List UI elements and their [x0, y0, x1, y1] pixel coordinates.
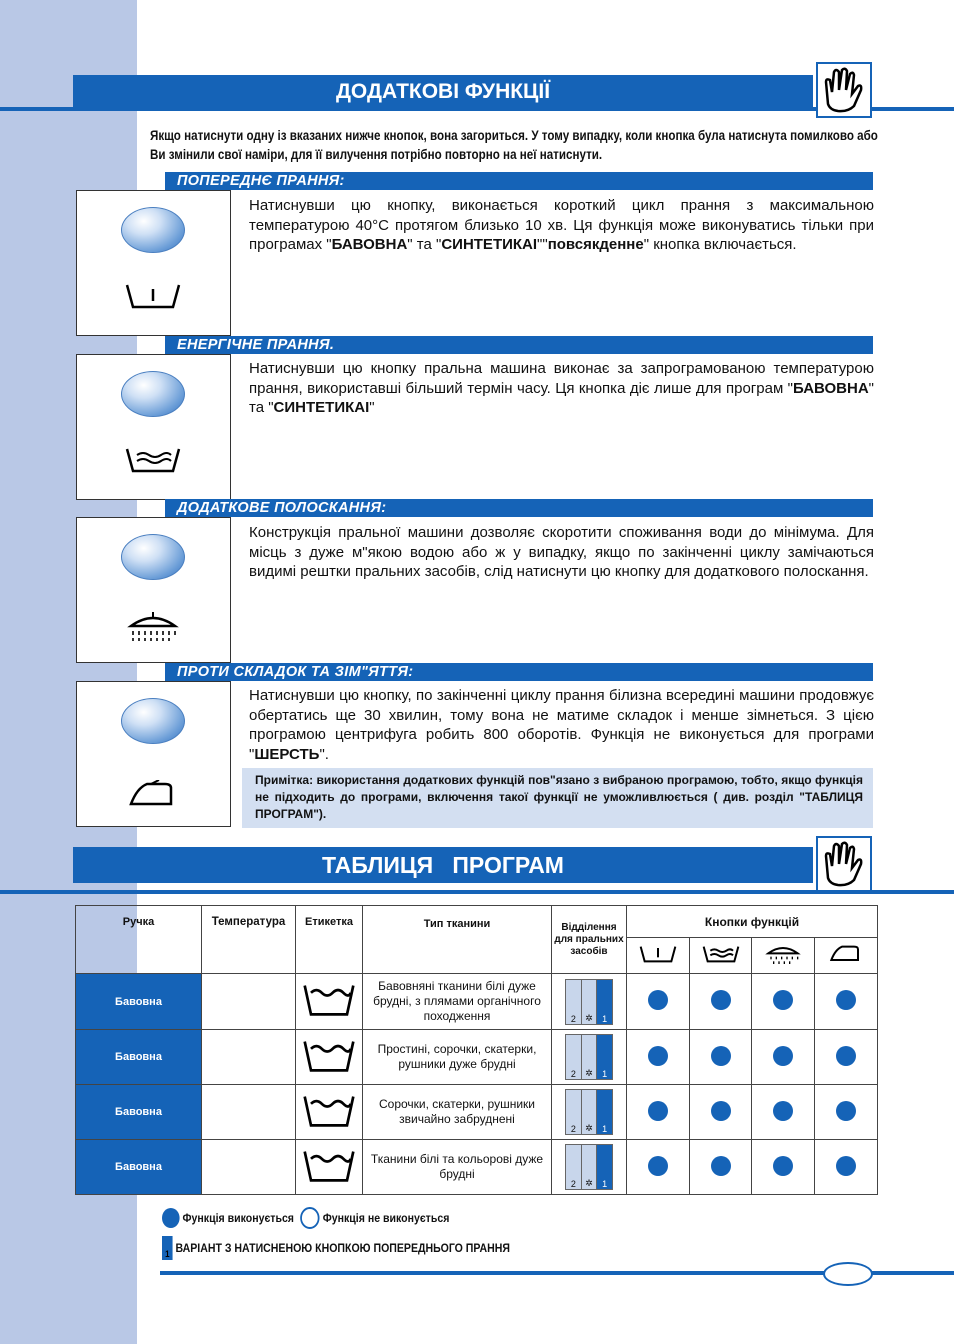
filled-dot-icon — [711, 990, 731, 1010]
extra-rinse-description: Конструкція пральної машини дозволяє скоротити споживання води до мінімума. Для місць з дуже м"якою водою або ж у випадку, якщо по закінченні циклу замічаються видимі рештки пральних засобів, слід натиснути цю кнопку для додаткового полоскання. — [249, 524, 874, 580]
drawer-compartment: 1 — [597, 980, 612, 1024]
extra-rinse-button-box — [76, 517, 231, 663]
table-row — [76, 974, 878, 1030]
button-light-icon — [121, 534, 185, 580]
filled-dot-icon — [648, 1156, 668, 1176]
section-header-additional-functions: ДОДАТКОВІ ФУНКЦІЇ — [73, 75, 813, 109]
drawer-compartment: ✲ — [582, 1035, 598, 1079]
drawer-icon — [565, 1089, 613, 1135]
temperature-cell — [202, 1085, 296, 1140]
col-header-drawer: Відділення для пральних засобів — [552, 906, 627, 974]
filled-dot-icon — [773, 990, 793, 1010]
filled-dot-icon — [836, 990, 856, 1010]
anti-crease-column-icon — [815, 938, 878, 974]
variant-marker-icon: 1 — [162, 1236, 173, 1260]
col-header-knob: Ручка — [76, 906, 202, 974]
filled-dot-icon — [773, 1101, 793, 1121]
drawer-compartment: 1 — [597, 1145, 612, 1189]
filled-dot-icon — [711, 1156, 731, 1176]
filled-dot-icon — [836, 1046, 856, 1066]
function-cell — [690, 1140, 752, 1195]
section-header-program-table: ТАБЛИЦЯ ПРОГРАМ — [73, 847, 813, 883]
function-cell — [815, 1030, 878, 1085]
button-light-icon — [121, 698, 185, 744]
filled-dot-icon — [162, 1208, 180, 1228]
function-cell — [690, 1030, 752, 1085]
note-box: Примітка: використання додаткових функцій пов"язано з вибраною програмою, тобто, якщо функція не підходить до програми, включення такої функції не уможливлюється ( див. розділ "ТАБЛИЦЯ ПРОГРАМ"). — [242, 768, 873, 828]
function-cell — [627, 1030, 690, 1085]
function-cell — [752, 1030, 815, 1085]
legend-function-on: Функція виконується Функція не виконується — [162, 1207, 449, 1229]
shower-rinse-icon — [123, 610, 183, 644]
fabric-type-cell: Простині, сорочки, скатерки, рушники дуже брудні — [363, 1030, 552, 1085]
section-title-anti-crease: ПРОТИ СКЛАДОК ТА ЗІМ"ЯТТЯ: — [165, 663, 873, 681]
wash-tub-icon — [301, 982, 357, 1018]
prewash-description: Натиснувши цю кнопку, виконається короткий цикл прання з максимальною температурою 40°С протягом близько 10 хв. Ця функція може виконуватись тільки при програмах "БАВОВНА" та "СИНТЕТИКАІ""повсякденне" кнопка включається. — [249, 197, 874, 253]
temperature-cell — [202, 1140, 296, 1195]
wash-label-cell — [296, 1085, 363, 1140]
anti-crease-button-box — [76, 681, 231, 827]
section-title-intensive-wash: ЕНЕРГІЧНЕ ПРАННЯ. — [165, 336, 873, 354]
filled-dot-icon — [648, 990, 668, 1010]
detergent-drawer-cell — [552, 1140, 627, 1195]
intensive-wash-column-icon — [690, 938, 752, 974]
hand-icon — [816, 62, 872, 118]
table-row — [76, 1140, 878, 1195]
iron-icon — [123, 780, 183, 810]
wash-tub-icon — [301, 1148, 357, 1184]
table-row — [76, 1085, 878, 1140]
col-header-label: Етикетка — [296, 906, 363, 974]
header-rule — [0, 890, 954, 894]
section-title-prewash: ПОПЕРЕДНЄ ПРАННЯ: — [165, 172, 873, 190]
program-table — [75, 905, 878, 1195]
col-header-fabric: Тип тканини — [363, 906, 552, 974]
function-cell — [627, 1140, 690, 1195]
filled-dot-icon — [711, 1046, 731, 1066]
filled-dot-icon — [648, 1046, 668, 1066]
function-cell — [690, 1085, 752, 1140]
prewash-button-box — [76, 190, 231, 336]
intensive-wash-button-box — [76, 354, 231, 500]
drawer-icon — [565, 979, 613, 1025]
anti-crease-description: Натиснувши цю кнопку, по закінченні циклу прання білизна всередині машини продовжує обертатись ще 30 хвилин, тому вона не матиме складок і менше зімнеться. З цією програмою центрифуга робить 800 оборотів. Функція не виконується для програми "ШЕРСТЬ". — [249, 687, 874, 763]
hand-icon — [816, 836, 872, 892]
function-cell — [752, 1085, 815, 1140]
function-cell — [627, 974, 690, 1030]
drawer-compartment: 1 — [597, 1090, 612, 1134]
intensive-wash-description: Натиснувши цю кнопку пральна машина виконає за запрограмованою температурою прання, використавші більший термін часу. Ця кнопка діє лише для програм "БАВОВНА" та "СИНТЕТИКАІ" — [249, 360, 874, 416]
filled-dot-icon — [648, 1101, 668, 1121]
wash-label-cell — [296, 1030, 363, 1085]
wash-tub-icon — [301, 1093, 357, 1129]
filled-dot-icon — [773, 1156, 793, 1176]
drawer-compartment: 2 — [566, 1145, 582, 1189]
prewash-tub-icon — [123, 281, 183, 311]
function-cell — [752, 1140, 815, 1195]
drawer-compartment: ✲ — [582, 980, 598, 1024]
drawer-compartment: 1 — [597, 1035, 612, 1079]
knob-cell: Бавовна — [76, 1140, 202, 1195]
knob-cell: Бавовна — [76, 1085, 202, 1140]
function-cell — [815, 1140, 878, 1195]
fabric-type-cell: Бавовняні тканини білі дуже брудні, з плямами органічного походження — [363, 974, 552, 1030]
drawer-compartment: ✲ — [582, 1145, 598, 1189]
drawer-icon — [565, 1144, 613, 1190]
empty-dot-icon — [300, 1207, 319, 1229]
section-title-extra-rinse: ДОДАТКОВЕ ПОЛОСКАННЯ: — [165, 499, 873, 517]
drawer-compartment: 2 — [566, 980, 582, 1024]
intro-text: Якщо натиснути одну із вказаних нижче кнопок, вона загориться. У тому випадку, коли кнопка була натиснута помилково або Ви змінили свої наміри, для її вилучення потрібно повторно на неї натиснути. — [150, 128, 878, 162]
detergent-drawer-cell — [552, 974, 627, 1030]
legend-variant: 1 ВАРІАНТ З НАТИСНЕНОЮ КНОПКОЮ ПОПЕРЕДНЬОГО ПРАННЯ — [162, 1236, 510, 1260]
button-light-icon — [121, 207, 185, 253]
filled-dot-icon — [711, 1101, 731, 1121]
function-cell — [752, 974, 815, 1030]
button-light-icon — [121, 371, 185, 417]
page-number-oval — [823, 1262, 873, 1286]
drawer-compartment: 2 — [566, 1035, 582, 1079]
fabric-type-cell: Сорочки, скатерки, рушники звичайно забруднені — [363, 1085, 552, 1140]
col-header-temperature: Температура — [202, 906, 296, 974]
drawer-compartment: ✲ — [582, 1090, 598, 1134]
fabric-type-cell: Тканини білі та кольорові дуже брудні — [363, 1140, 552, 1195]
filled-dot-icon — [836, 1101, 856, 1121]
filled-dot-icon — [773, 1046, 793, 1066]
knob-cell: Бавовна — [76, 974, 202, 1030]
table-row — [76, 1030, 878, 1085]
wash-label-cell — [296, 1140, 363, 1195]
filled-dot-icon — [836, 1156, 856, 1176]
wash-label-cell — [296, 974, 363, 1030]
temperature-cell — [202, 974, 296, 1030]
function-cell — [627, 1085, 690, 1140]
function-cell — [815, 974, 878, 1030]
function-cell — [815, 1085, 878, 1140]
prewash-column-icon — [627, 938, 690, 974]
detergent-drawer-cell — [552, 1085, 627, 1140]
function-cell — [690, 974, 752, 1030]
wash-tub-icon — [301, 1038, 357, 1074]
drawer-compartment: 2 — [566, 1090, 582, 1134]
knob-cell: Бавовна — [76, 1030, 202, 1085]
temperature-cell — [202, 1030, 296, 1085]
extra-rinse-column-icon — [752, 938, 815, 974]
detergent-drawer-cell — [552, 1030, 627, 1085]
drawer-icon — [565, 1034, 613, 1080]
col-header-functions: Кнопки функцій — [627, 906, 878, 938]
intensive-wash-icon — [123, 445, 183, 475]
